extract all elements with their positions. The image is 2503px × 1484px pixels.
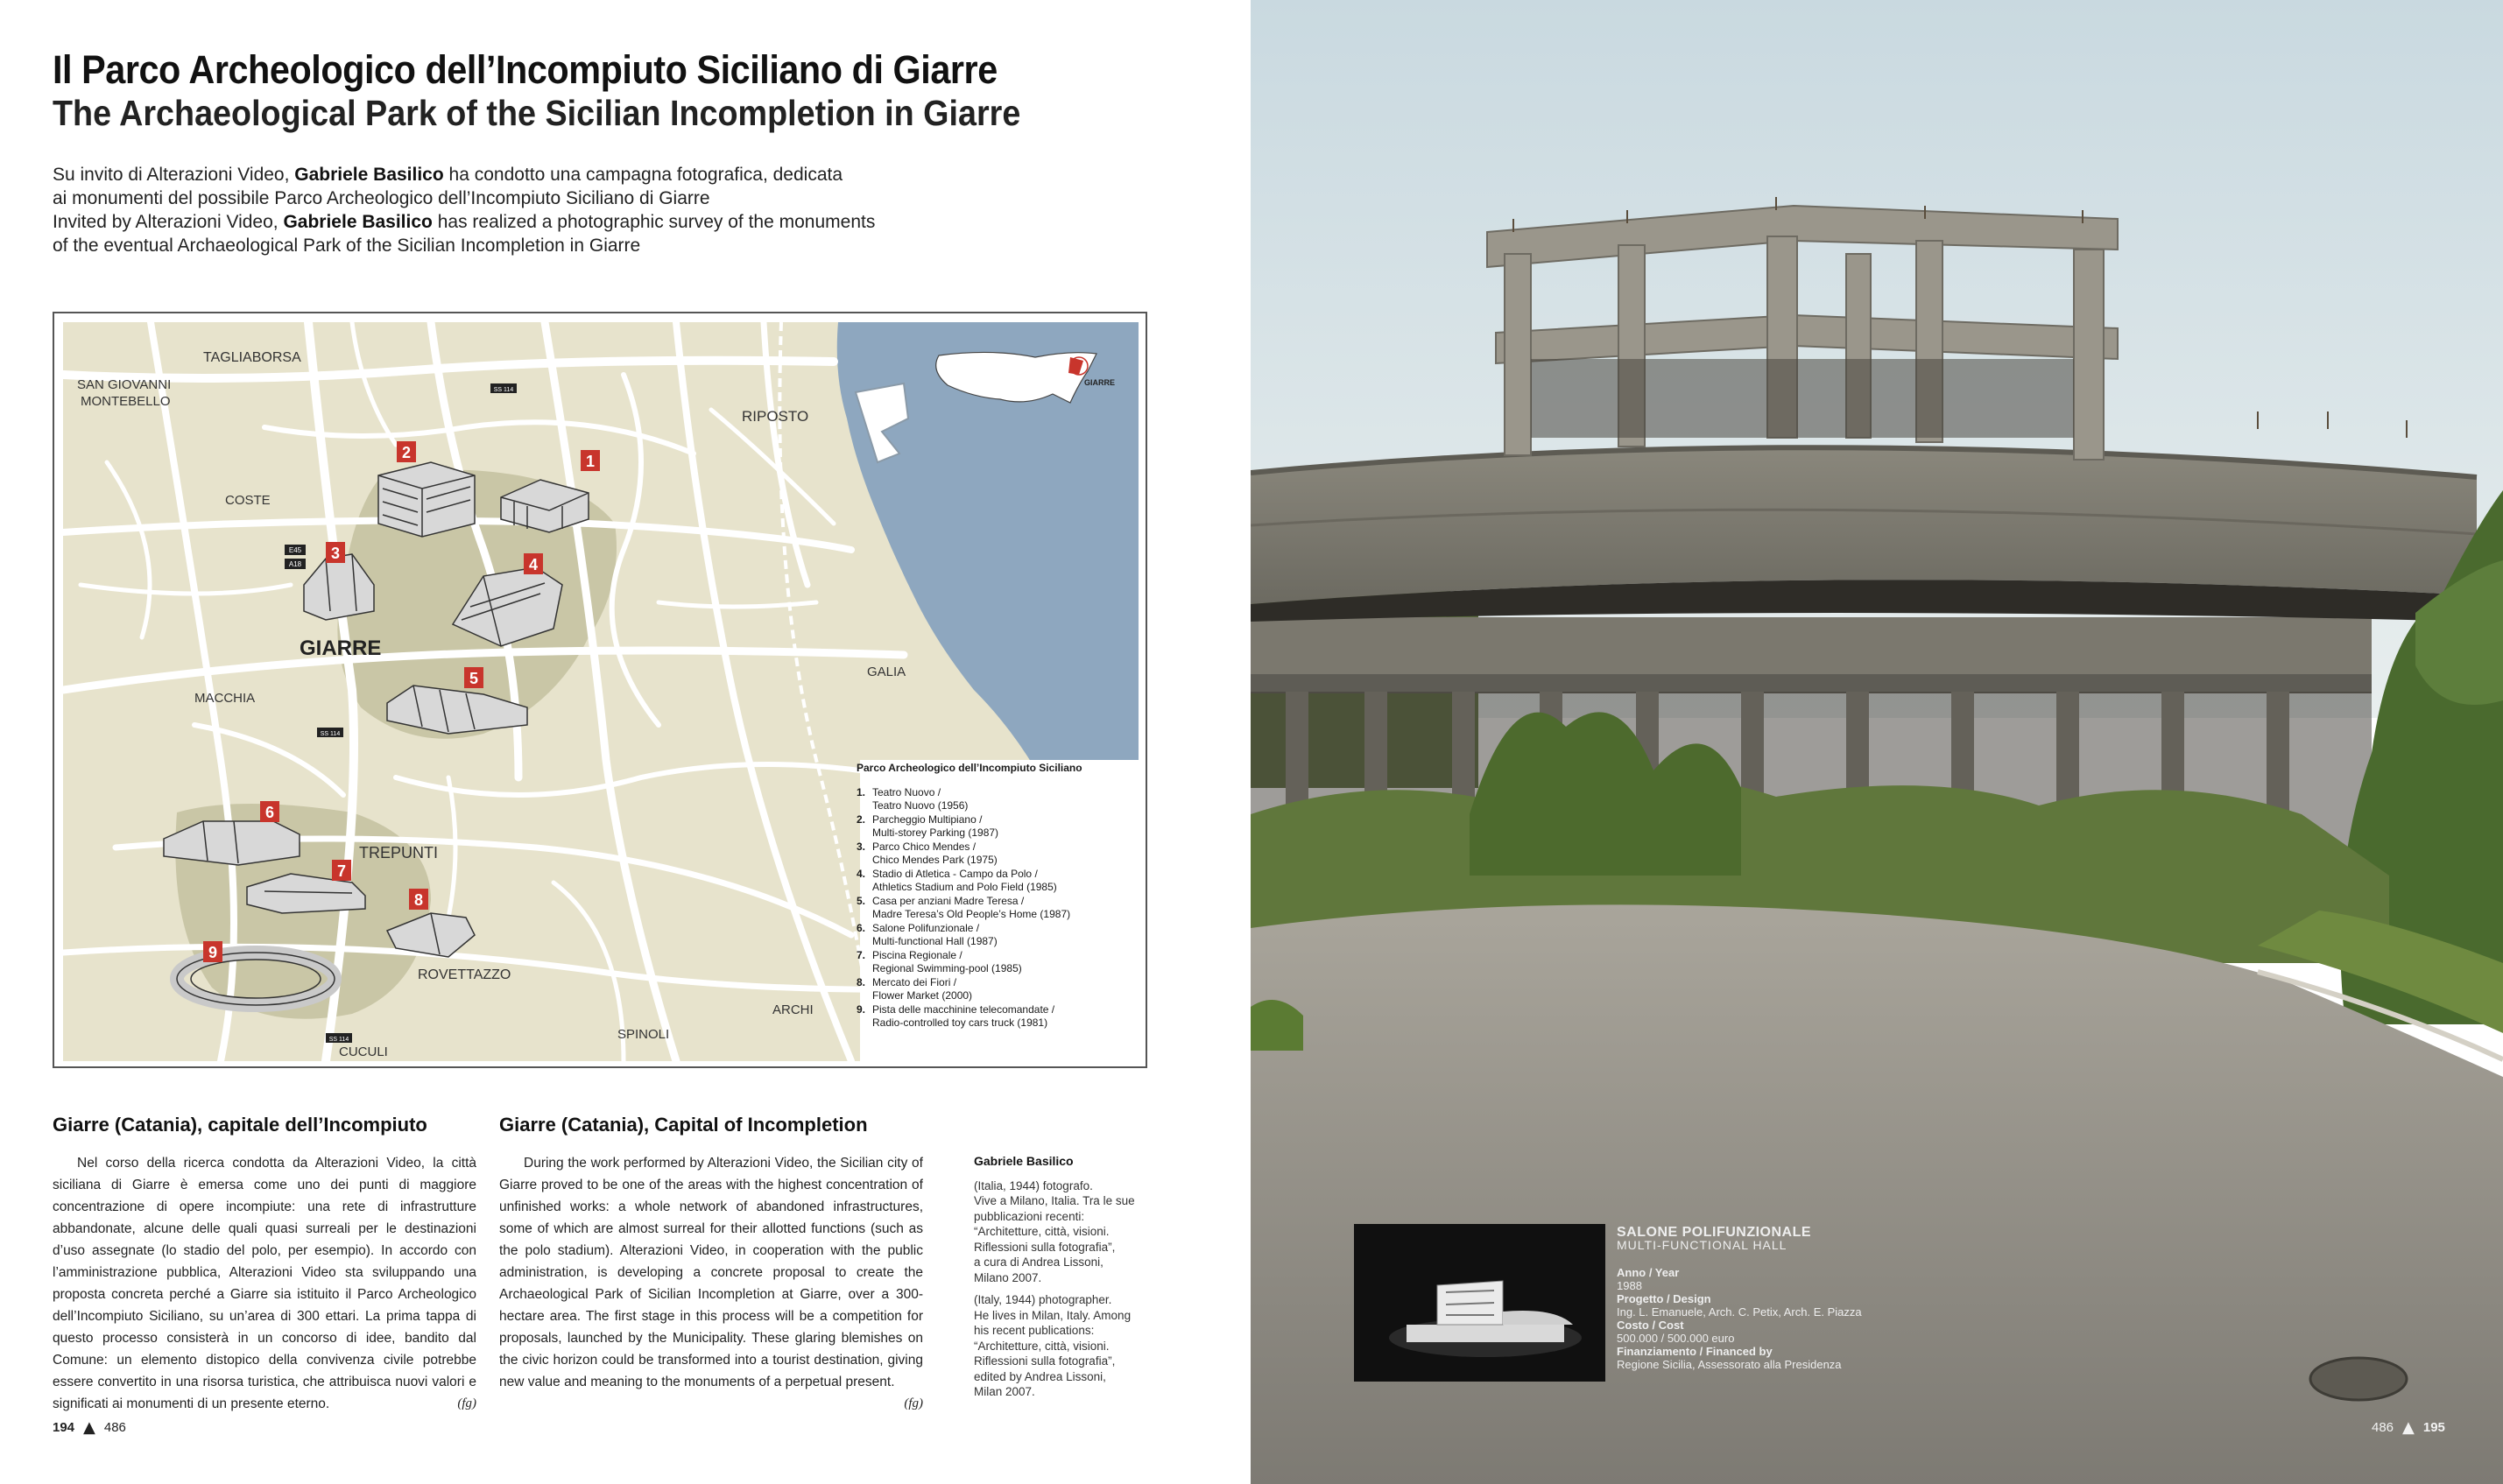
badge-a18: A18 [288, 560, 302, 568]
legend-text: Parcheggio Multipiano / Multi-storey Parking (1987) [872, 813, 999, 839]
marker-number: 9 [208, 944, 218, 961]
label-san-giovanni: SAN GIOVANNI [77, 377, 172, 392]
legend-item [857, 949, 1137, 975]
photographer-bio [974, 1154, 1167, 1407]
intro-text: Invited by Alterazioni Video, [53, 212, 284, 232]
legend-number: 2. [857, 813, 866, 826]
marker-3[interactable] [326, 542, 345, 563]
label-cuculi: CUCULI [339, 1044, 388, 1059]
design-value: Ing. L. Emanuele, Arch. C. Petix, Arch. E. Piazza [1617, 1305, 1862, 1319]
legend-item [857, 840, 1137, 867]
author-name: Gabriele Basilico [283, 212, 433, 232]
cost-value: 500.000 / 500.000 euro [1617, 1332, 1735, 1345]
right-page-photo [1251, 0, 2503, 1484]
body-italian [53, 1152, 476, 1415]
caption-title: SALONE POLIFUNZIONALE [1617, 1225, 1812, 1240]
financed-value: Regione Sicilia, Assessorato alla Presidenza [1617, 1358, 1842, 1371]
building-2-parking [378, 462, 475, 537]
label-archi: ARCHI [772, 1002, 814, 1017]
page-title-italian: Il Parco Archeologico dell’Incompiuto Siciliano di Giarre [53, 47, 998, 92]
bio-english: (Italy, 1944) photographer. He lives in Milan, Italy. Among his recent publications: “Architetture, città, visioni. Riflessioni sulla fotografia”, edited by Andrea Lissoni, Milan 2007. [974, 1293, 1132, 1398]
marker-number: 2 [401, 444, 412, 461]
marker-5[interactable] [464, 667, 483, 688]
body-text: Nel corso della ricerca condotta da Alterazioni Video, la città siciliana di Giarre è emersa come uno dei punti di maggiore concentrazione di opere incompiute: una rete di infrastrutture abbandonate, alcune delle quali quasi surreali per le destinazioni d’uso assegnate (lo stadio del polo, per esempio). In accordo con l’amministrazione pubblica, Alterazioni Video sta sviluppando una proposta concreta perché a Giarre sia istituito il Parco Archeologico dell’Incompiuto Siciliano, su un’area di 300 ettari. La prima tappa di questo processo consisterà in un concorso di idee, bandito dal Comune: un elemento distopico della convivenza civile potrebbe essere convertito in una risorsa turistica, che attribuisca nuovi valori e significati ai monumenti di un presente eterno. [53, 1156, 476, 1411]
legend-text: Mercato dei Fiori / Flower Market (2000) [872, 976, 973, 1002]
marker-number: 3 [330, 545, 341, 562]
legend-title: Parco Archeologico dell’Incompiuto Siciliano [857, 762, 1082, 774]
model-thumbnail [1354, 1224, 1605, 1382]
financed-label: Finanziamento / Financed by [1617, 1345, 1773, 1358]
folio-left [53, 1418, 126, 1437]
intro-paragraph [53, 163, 928, 257]
page-number: 195 [2422, 1420, 2445, 1435]
legend-list [857, 786, 1137, 1030]
folio-right [2372, 1418, 2445, 1437]
body-text: During the work performed by Alterazioni Video, the Sicilian city of Giarre proved to be one of the areas with the highest concentration of unfinished works: a whole network of abandoned infrastructures, some of which are almost surreal for their allotted functions (such as the polo stadium). Alterazioni Video, in cooperation with the public administration, is developing a concrete proposal to create the Archaeological Park of Sicilian Incompletion at Giarre, over a 300-hectare area. The first stage in this process will be a competition for proposals, launched by the Municipality. These glaring blemishes on the civic horizon could be transformed into a tourist destination, giving new value and meaning to the monuments of a perpetual present. [499, 1156, 923, 1389]
intro-text: has realized a photographic survey of the monuments [432, 212, 876, 232]
label-giarre: GIARRE [300, 637, 382, 660]
marker-1[interactable] [581, 450, 600, 471]
map-frame [53, 312, 1147, 1068]
caption-subtitle: MULTI-FUNCTIONAL HALL [1617, 1238, 1787, 1252]
marker-number: 1 [585, 453, 596, 470]
marker-6[interactable] [260, 801, 279, 822]
left-page [0, 0, 1251, 1484]
author-signature: (fg) [904, 1396, 923, 1410]
marker-9[interactable] [203, 941, 222, 962]
bio-name: Gabriele Basilico [974, 1154, 1074, 1168]
label-rovettazzo: ROVETTAZZO [418, 967, 511, 982]
legend-text: Pista delle macchinine telecomandate / Radio-controlled toy cars truck (1981) [872, 1003, 1055, 1029]
legend-number: 8. [857, 976, 866, 988]
bio-italian: (Italia, 1944) fotografo. Vive a Milano, Italia. Tra le sue pubblicazioni recenti: “Architetture, città, visioni. Riflessioni sulla fotografia”, a cura di Andrea Lissoni, Milano 2007. [974, 1178, 1135, 1284]
heading-italian: Giarre (Catania), capitale dell’Incompiuto [53, 1114, 427, 1136]
badge-ss114: SS 114 [320, 731, 341, 737]
cost-label: Costo / Cost [1617, 1319, 1684, 1332]
marker-7[interactable] [332, 860, 351, 881]
legend-number: 9. [857, 1003, 866, 1016]
page-number: 194 [53, 1420, 75, 1435]
marker-number: 8 [413, 891, 424, 909]
issue-number: 486 [103, 1420, 126, 1435]
legend-text: Piscina Regionale / Regional Swimming-pool (1985) [872, 949, 1022, 974]
legend-text: Stadio di Atletica - Campo da Polo / Athletics Stadium and Polo Field (1985) [872, 868, 1057, 893]
legend-number: 7. [857, 949, 866, 961]
intro-text: ha condotto una campagna fotografica, dedicata [443, 165, 843, 185]
inset-label-giarre: GIARRE [1084, 378, 1116, 387]
legend-item [857, 922, 1137, 948]
author-name: Gabriele Basilico [294, 165, 444, 185]
legend-text: Parco Chico Mendes / Chico Mendes Park (1975) [872, 840, 998, 866]
legend-text: Salone Polifunzionale / Multi-functional Hall (1987) [872, 922, 998, 947]
legend-text: Teatro Nuovo / Teatro Nuovo (1956) [872, 786, 969, 812]
label-trepunti: TREPUNTI [359, 844, 438, 862]
body-english [499, 1152, 923, 1415]
legend-item [857, 786, 1137, 812]
caption-text [1617, 1226, 1862, 1371]
label-galia: GALIA [867, 665, 906, 679]
legend-item [857, 1003, 1137, 1030]
legend-item [857, 813, 1137, 840]
intro-text: ai monumenti del possibile Parco Archeologico dell’Incompiuto Siciliano di Giarre [53, 188, 710, 208]
legend-item [857, 895, 1137, 921]
magazine-logo-icon: ▲ [2402, 1418, 2415, 1437]
badge-e45: E45 [288, 546, 302, 554]
page-title-english: The Archaeological Park of the Sicilian Incompletion in Giarre [53, 93, 1021, 133]
badge-ss114: SS 114 [493, 387, 514, 393]
marker-4[interactable] [524, 553, 543, 574]
legend-item [857, 976, 1137, 1002]
legend-number: 3. [857, 840, 866, 853]
marker-number: 7 [336, 862, 347, 880]
marker-number: 6 [264, 804, 275, 821]
legend-item [857, 868, 1137, 894]
model-photo [1354, 1224, 1605, 1382]
year-label: Anno / Year [1617, 1266, 1680, 1279]
design-label: Progetto / Design [1617, 1292, 1711, 1305]
legend-number: 4. [857, 868, 866, 880]
label-montebello: MONTEBELLO [81, 394, 171, 409]
intro-text: Su invito di Alterazioni Video, [53, 165, 295, 185]
marker-8[interactable] [409, 889, 428, 910]
label-coste: COSTE [225, 493, 271, 508]
label-spinoli: SPINOLI [617, 1027, 670, 1042]
marker-2[interactable] [397, 441, 416, 462]
issue-number: 486 [2372, 1420, 2394, 1435]
year-value: 1988 [1617, 1279, 1642, 1292]
legend-number: 6. [857, 922, 866, 934]
label-macchia: MACCHIA [194, 691, 256, 706]
legend-number: 5. [857, 895, 866, 907]
legend-number: 1. [857, 786, 866, 798]
magazine-logo-icon: ▲ [83, 1418, 95, 1437]
label-riposto: RIPOSTO [742, 408, 809, 425]
badge-ss114: SS 114 [328, 1037, 349, 1043]
photo-caption [1354, 1224, 1862, 1383]
intro-text: of the eventual Archaeological Park of the Sicilian Incompletion in Giarre [53, 236, 641, 256]
legend-text: Casa per anziani Madre Teresa / Madre Teresa’s Old People’s Home (1987) [872, 895, 1071, 920]
author-signature: (fg) [457, 1396, 476, 1410]
label-tagliaborsa: TAGLIABORSA [203, 350, 301, 365]
map-legend [857, 762, 1137, 1030]
heading-english: Giarre (Catania), Capital of Incompletion [499, 1114, 868, 1136]
marker-number: 5 [469, 670, 479, 687]
marker-number: 4 [528, 556, 539, 573]
